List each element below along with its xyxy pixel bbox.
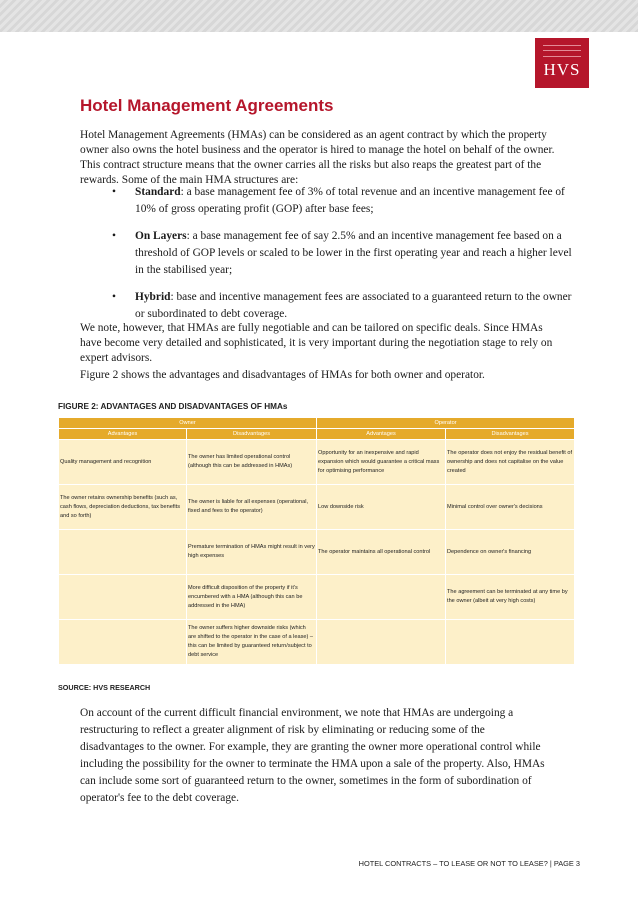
table-cell: The agreement can be terminated at any time by the owner (albeit at very high costs) [446, 575, 575, 620]
hma-structures-list [112, 184, 572, 333]
owner-disadvantages-header: Disadvantages [187, 429, 317, 440]
table-row [59, 620, 575, 665]
table-cell [59, 620, 187, 665]
hvs-logo [535, 38, 589, 88]
table-row [59, 575, 575, 620]
group-owner-header: Owner [59, 418, 317, 429]
header-band [0, 0, 638, 32]
table-cell [446, 620, 575, 665]
table-cell: The operator does not enjoy the residual benefit of ownership and does not capitalise on the value created [446, 440, 575, 485]
table-cell [59, 575, 187, 620]
table-row [59, 530, 575, 575]
table-cell [317, 575, 446, 620]
bullet-term: Standard [135, 186, 181, 198]
table-cell: The owner has limited operational control (although this can be addressed in HMAs) [187, 440, 317, 485]
intro-paragraph: Hotel Management Agreements (HMAs) can be considered as an agent contract by which the property owner also owns the hotel business and the operator is hired to manage the hotel on behalf of the owner. This contract structure means that the owner carries all the risks but also reaps the greatest part of the rewards. Some of the main HMA structures are: [80, 129, 555, 186]
figure-source: SOURCE: HVS RESEARCH [58, 683, 151, 692]
list-item [112, 228, 572, 279]
table-cell: The owner retains ownership benefits (such as, cash flows, depreciation deductions, tax benefits and so forth) [59, 485, 187, 530]
table-cell: The owner suffers higher downside risks (which are shifted to the operator in the case of a lease) – this can be limited by guaranteed return/subject to debt service [187, 620, 317, 665]
closing-paragraph: On account of the current difficult financial environment, we note that HMAs are undergoing a restructuring to reflect a greater alignment of risk by eliminating or reducing some of the disadvantages to the owner. For example, they are granting the owner more operational control while including the possibility for the owner to terminate the HMA upon a sale of the property. Also, HMAs can include some sort of guaranteed return to the owner, sometimes in the form of subordination of operator's fee to the debt coverage. [80, 707, 545, 804]
bullet-term: Hybrid [135, 291, 171, 303]
list-item [112, 184, 572, 218]
table-group-header [59, 418, 575, 429]
table-row [59, 485, 575, 530]
hma-comparison-table [58, 417, 575, 665]
owner-advantages-header: Advantages [59, 429, 187, 440]
table-cell: Quality management and recognition [59, 440, 187, 485]
list-item [112, 289, 572, 323]
bullet-term: On Layers [135, 230, 187, 242]
table-cell: Low downside risk [317, 485, 446, 530]
table-cell: Opportunity for an inexpensive and rapid expansion which would guarantee a critical mass for optimising performance [317, 440, 446, 485]
group-operator-header: Operator [317, 418, 575, 429]
table-cell: The owner is liable for all expenses (operational, fixed and fees to the operator) [187, 485, 317, 530]
operator-advantages-header: Advantages [317, 429, 446, 440]
table-cell: More difficult disposition of the property if it's encumbered with a HMA (although this can be addressed in the HMA) [187, 575, 317, 620]
table-column-header [59, 429, 575, 440]
table-cell: Premature termination of HMAs might result in very high expenses [187, 530, 317, 575]
table-cell: The operator maintains all operational control [317, 530, 446, 575]
bullet-text: : base and incentive management fees are associated to a guaranteed return to the owner or subordinated to debt coverage. [135, 291, 572, 320]
table-cell [317, 620, 446, 665]
table-cell: Dependence on owner's financing [446, 530, 575, 575]
figure-title: FIGURE 2: ADVANTAGES AND DISADVANTAGES OF HMAs [58, 402, 288, 411]
operator-disadvantages-header: Disadvantages [446, 429, 575, 440]
logo-lines-decoration [543, 45, 581, 57]
bullet-icon: • [112, 186, 116, 198]
negotiation-note: We note, however, that HMAs are fully negotiable and can be tailored on specific deals. Since HMAs have become very detailed and sophisticated, it is very important during the negotiation stage to rely on expert advisors. [80, 322, 553, 364]
bullet-text: : a base management fee of 3% of total revenue and an incentive management fee of 10% of gross operating profit (GOP) after base fees; [135, 186, 565, 215]
logo-text: HVS [543, 60, 581, 79]
page-footer: HOTEL CONTRACTS – TO LEASE OR NOT TO LEASE? | PAGE 3 [358, 859, 580, 868]
bullet-icon: • [112, 230, 116, 242]
section-title: Hotel Management Agreements [80, 96, 334, 115]
table-cell: Minimal control over owner's decisions [446, 485, 575, 530]
bullet-icon: • [112, 291, 116, 303]
figure-reference: Figure 2 shows the advantages and disadvantages of HMAs for both owner and operator. [80, 369, 485, 381]
table-cell [59, 530, 187, 575]
table-row [59, 440, 575, 485]
bullet-text: : a base management fee of say 2.5% and an incentive management fee based on a threshold of GOP levels or scaled to be lower in the first operating year and reach a higher level in the stabilised year; [135, 230, 572, 276]
